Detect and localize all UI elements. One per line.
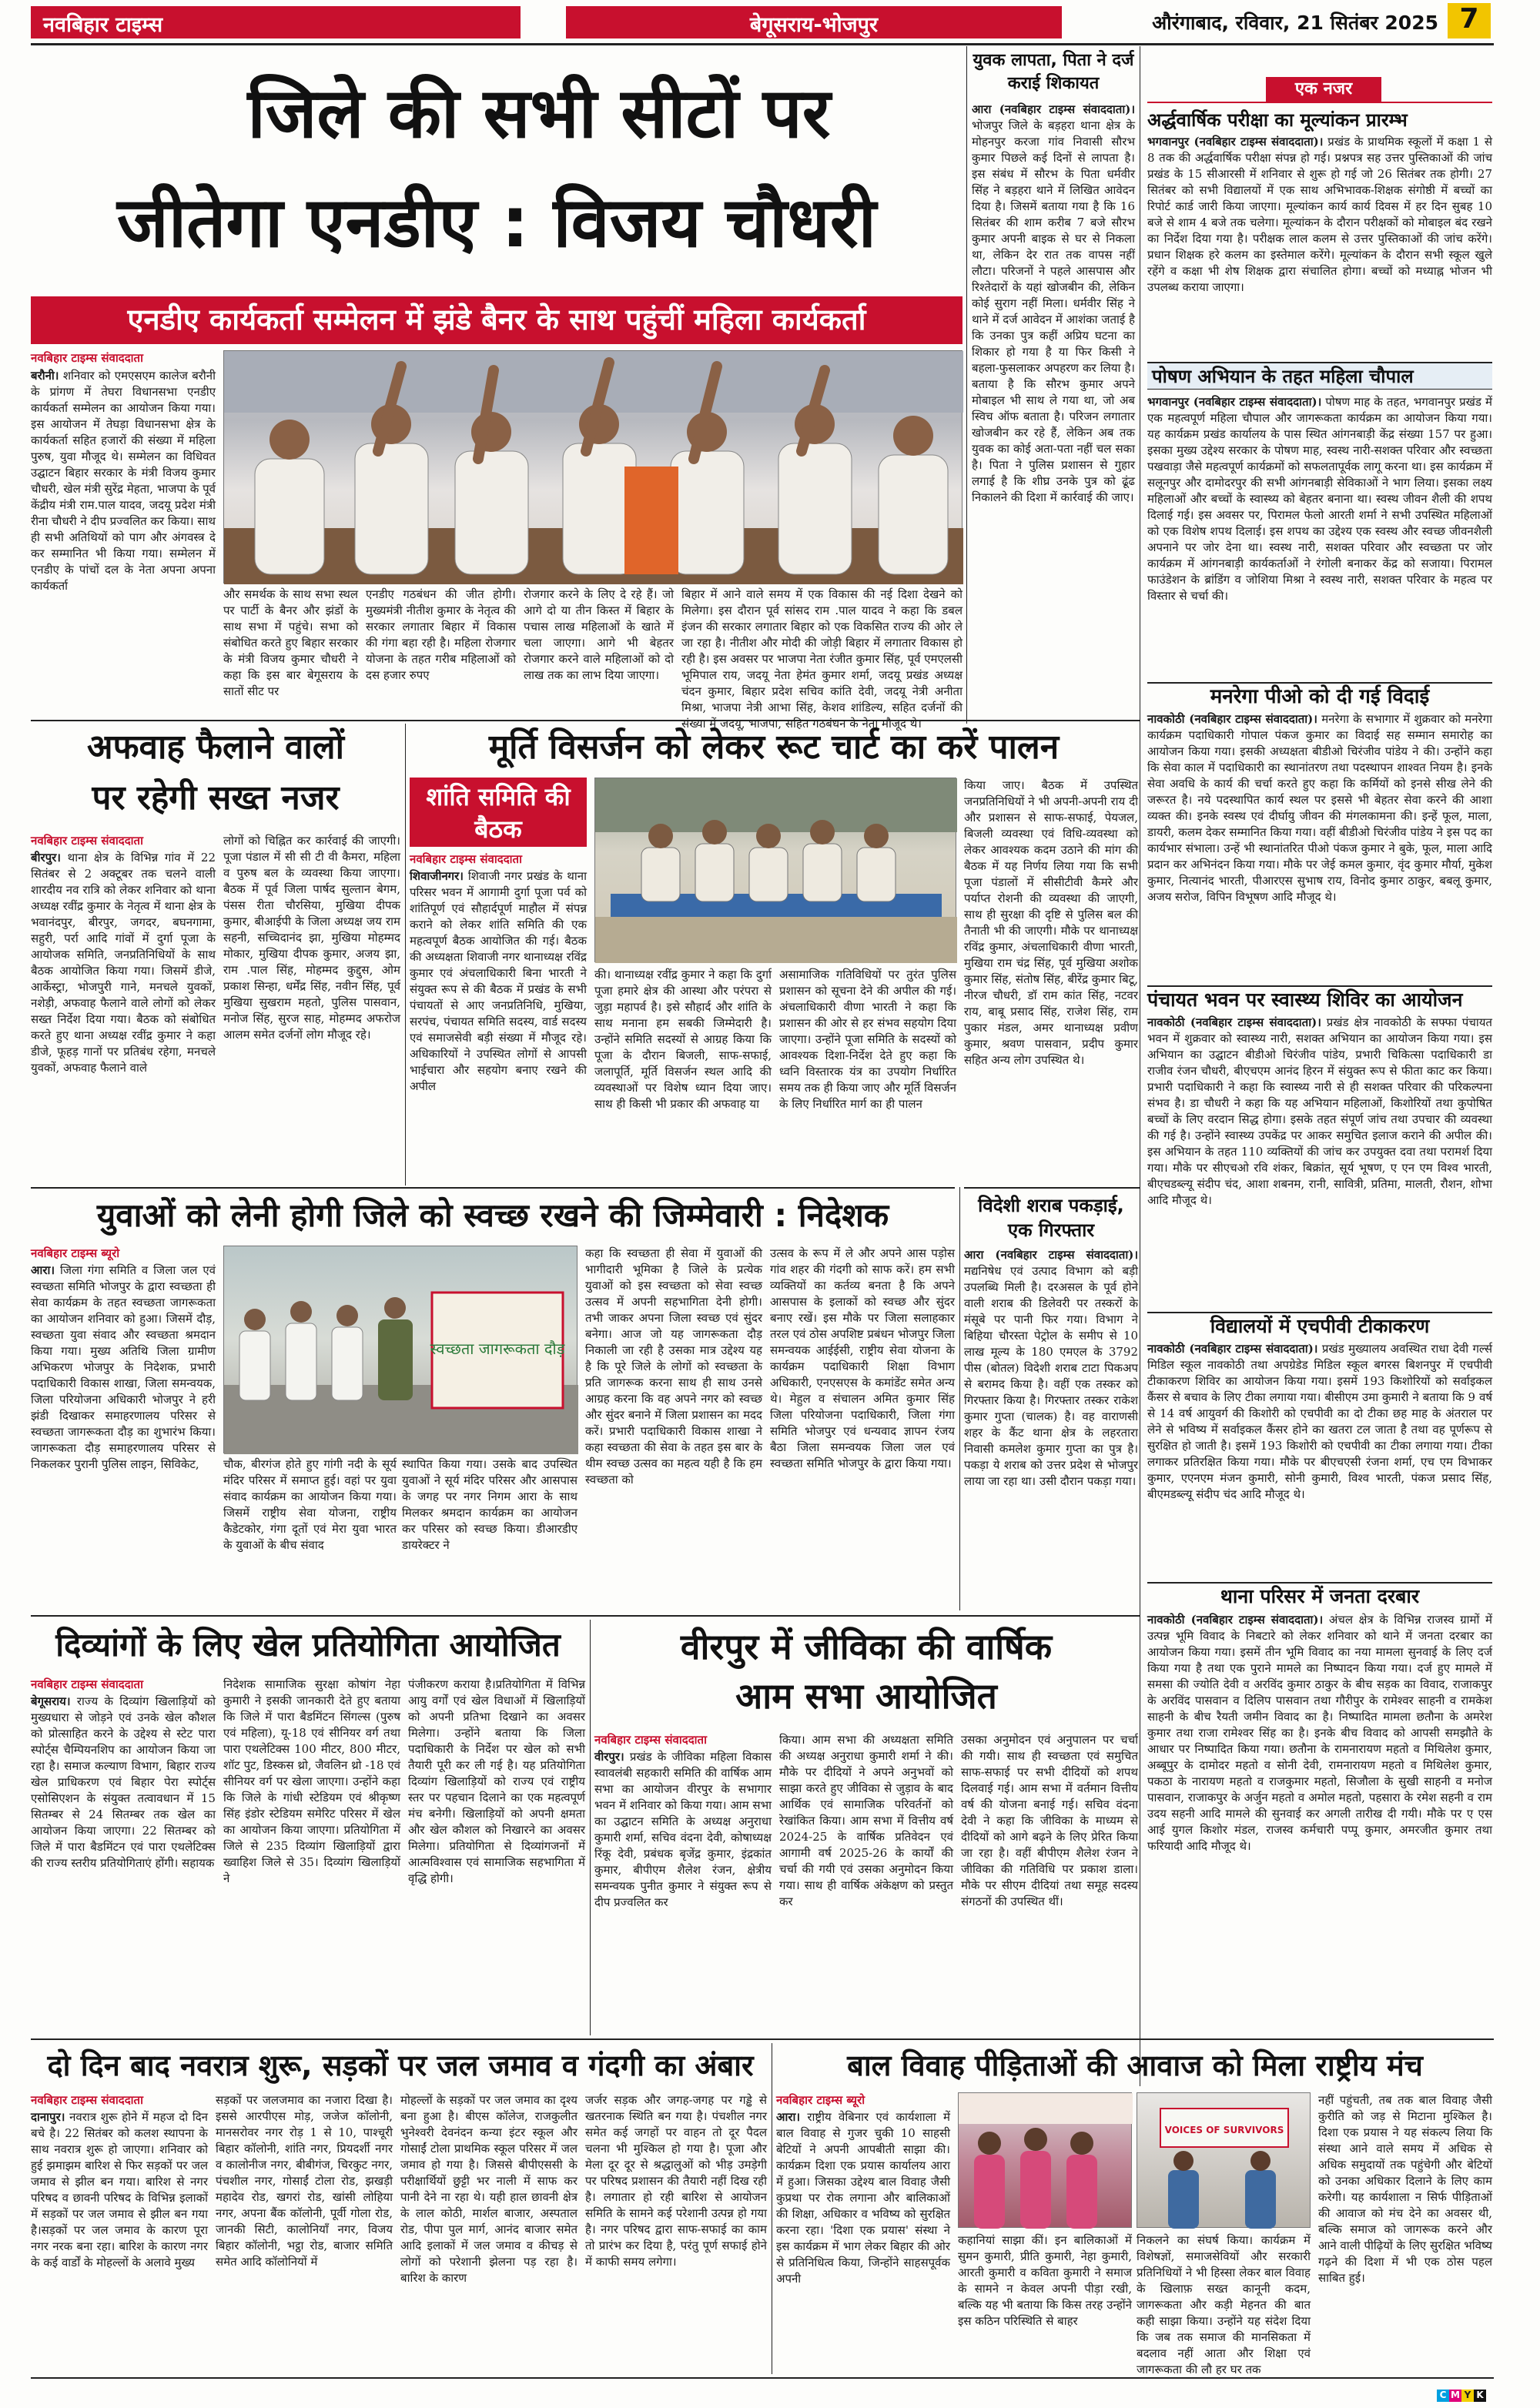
ek-nazar-1-headline: अर्द्धवार्षिक परीक्षा का मूल्यांकन प्रारम्भ: [1147, 109, 1408, 131]
ek-nazar-5-headline: विद्यालयों में एचपीवी टीकाकरण: [1147, 1312, 1492, 1339]
missing-youth-text: भोजपुर जिले के बड़हरा थाना क्षेत्र के मोहनपुर करजा गांव निवासी सौरभ कुमार पिछले कई दिनों से लापता है। इस संबंध में सौरभ के पिता धर्मवीर सिंह ने बड़हरा थाने में लिखित आवेदन दिया है। जिसमें बताया गया है कि 16 सितंबर की शाम करीब 7 बजे सौरभ कुमार अपनी बाइक से घर से निकला था, लेकिन देर रात तक वापस नहीं लौटा। परिजनों ने पहले आसपास और रिश्तेदारों के यहां खोजबीन की, लेकिन कोई सुराग नहीं मिला। धर्मवीर सिंह ने थाने में दर्ज आवेदन में आशंका जताई है कि उनका पुत्र कहीं अप्रिय घटना का शिकार हो गया है या फिर किसी ने बहला-फुसलाकर अपहरण कर लिया है। बताया है कि सौरभ कुमार अपने मोबाइल भी साथ ले गया था, जो अब स्विच ऑफ बताता है। परिजन लगातार खोजबीन कर रहे हैं, लेकिन अब तक युवक का कोई अता-पता नहीं चल सका है। पिता ने पुलिस प्रशासन से गुहार लगाई है कि शीघ्र उनके पुत्र को ढूंढ निकालने की दिशा में कार्रवाई की जाए।: [972, 119, 1135, 504]
baal-vivah-place: आरा।: [776, 2110, 801, 2124]
ek-nazar-3-headline: मनरेगा पीओ को दी गई विदाई: [1147, 682, 1492, 710]
murti-box-label: शांति समिति की बैठक: [410, 778, 587, 847]
baal-vivah-photo-2: [1137, 2092, 1311, 2228]
black-mark: K: [1474, 2390, 1486, 2402]
survivors-banner-illustration: [1137, 2093, 1311, 2229]
meeting-illustration: [595, 778, 957, 963]
swachh-col2b: स्थापित किया गया। उसके बाद उपस्थित युवाओं ने सूर्य मंदिर परिसर और आसपास के जगह पर नगर निगम आरा के साथ मिलकर श्रमदान कार्यक्रम का आयोजन कर परिसर को स्वच्छ किया। डीआरडीए डायरेक्टर ने: [402, 1457, 578, 1552]
ek-nazar-6-text: अंचल क्षेत्र के विभिन्न राजस्व ग्रामों में उत्पन्न भूमि विवाद के निबटारे को लेकर शनिवार को थाने में जनता दरबार का आयोजन किया गया। इसमें तीन भूमि विवाद का नया मामला सुनवाई के लिए दर्ज किया गया है तथा एक पुराने मामले का निष्पादन किया गया। दर्ज हुए मामले में समसा की ज्योति देवी व अरविंद कुमार ठाकुर के बीच सड़क का विवाद, राजाकपुर के अरविंद पासवान व दिलिप पासवान तथा गौरीपुर के रामेश्वर साहनी व रामकेश साहनी के बीच रैयती जमीन विवाद का है। निष्पादित मामला छतौना के अमरेश कुमार तथा राजा रामेश्वर सिंह का है। इनके बीच विवाद को आपसी समझौते के आधार पर निष्पादित किया गया। छतौना के रामनारायण महतो व मिथिलेश कुमार, अब्बूपुर के दामोदर महतो व सोनी देवी, रामनारायण महतो व मिथिलेश कुमार, पकठा के नारायण महतो व राजकुमार महतो, सिजौला के सुखी साहनी व मनोज पासवान, राजाकपुर के अर्जुन महतो व अमोल महतो, पहसारा के रमेश सहनी व राम उदय सहनी आदि मामले की सुनवाई कर अगली तारीख दी गयी। मौके पर ए एस आई युगल किशोर मंडल, राजस्व कर्मचारी पप्पू कुमार, अमरजीत कुमार तथा फरियादी आदि मौजूद थे।: [1147, 1613, 1493, 1853]
liquor-text: मद्यनिषेध एवं उत्पाद विभाग को बड़ी उपलब्धि मिली है। दरअसल के पूर्व होने वाली शराब की डिलेवरी पर तस्करों के मंसूबे पर पानी फिर गया। विभाग ने बिहिया चौरस्ता पेट्रोल के समीप से 10 लाख मूल्य के 180 एमएल के 3792 पीस (बोतल) विदेशी शराब टाटा पिकअप से बरामद किया है। वहीं एक तस्कर को गिरफ्तार किया है। गिरफ्तार तस्कर राकेश कुमार गुप्ता (चालक) है। वह वाराणसी शहर के कैंट थाना क्षेत्र के लहरतारा निवासी कमलेश कुमार गुप्ता का पुत्र है। पकड़ा ये शराब को उत्तर प्रदेश से भोजपुर लाया जा रहा था। उसी दौरान पकड़ा गया।: [964, 1264, 1138, 1488]
swachh-col1-text: जिला गंगा समिति व जिला जल एवं स्वच्छता समिति भोजपुर के द्वारा स्वच्छता ही सेवा कार्यक्रम के तहत स्वच्छता जागरूकता का आयोजन शनिवार को हुआ। जिसमें दौड़, स्वच्छता युवा संवाद और स्वच्छता श्रमदान किया गया। मुख्य अतिथि जिला ग्रामीण अभिकरण भोजपुर के निदेशक, प्रभारी पदाधिकारी विकास शाखा, जिला समन्वयक, जिला परियोजना अधिकारी भोजपुर ने हरी झंडी दिखाकर समाहरणालय परिसर से स्वच्छता जागरूकता दौड़ का शुभारंभ किया। जागरूकता दौड़ समाहरणालय परिसर से निकलकर पुरानी पुलिस लाइन, सिविकेट,: [31, 1263, 216, 1471]
divyang-place: बेगूसराय।: [31, 1694, 71, 1708]
jeevika-headline-line2: आम सभा आयोजित: [735, 1675, 997, 1717]
murti-col4: किया जाए। बैठक में उपस्थित जनप्रतिनिधियों ने भी अपनी-अपनी राय दी और प्रशासन से साफ-सफाई, पेयजल, बिजली व्यवस्था एवं विधि-व्यवस्था को लेकर आवश्यक कदम उठाने की मांग की बैठक में यह निर्णय लिया गया कि सभी पूजा पंडालों में सीसीटीवी कैमरे और पर्याप्त रोशनी की व्यवस्था की जाएगी, साथ ही सुरक्षा की दृष्टि से पुलिस बल की तैनाती भी की जाएगी। मौके पर थानाध्यक्ष रविंद्र कुमार, अंचलाधिकारी वीणा भारती, मुखिया राम चंद्र सिंह, पूर्व मुखिया अशोक कुमार सिंह, संतोष सिंह, बीरेंद्र कुमार बिटू, नीरज चौधरी, डॉ राम कांत सिंह, नटवर राय, बाबू प्रसाद सिंह, राजेश सिंह, राम पुकार मंडल, अमर थानाध्यक्ष प्रवीण कुमार, श्रवण पासवान, प्रदीप कुमार सहित अन्य लोग उपस्थित थे।: [964, 778, 1138, 1067]
swachh-place: आरा।: [31, 1263, 55, 1277]
navratri-col1: [31, 2109, 208, 2370]
ek-nazar-6-body: [1147, 1612, 1492, 2074]
navratri-place: दानापुर।: [31, 2110, 65, 2124]
swachh-col3: कहा कि स्वच्छता ही सेवा में युवाओं की भागीदारी भूमिका है जिले के प्रत्येक युवाओं को इस स्वच्छता को सेवा स्वच्छ उत्सव में अपनी सहभागिता देनी होगी। तभी जाकर अपना जिला स्वच्छ एवं सुंदर बनेगा। आज जो यह जागरूकता दौड़ निकाली जा रही है उसका मात्र उद्देश्य यह है कि पूरे जिले के लोगों को स्वच्छता के प्रति जागरूक करना साथ ही साथ उनसे आग्रह करना कि वह अपने नगर को स्वच्छ और सुंदर बनाने में जिला प्रशासन का मदद करें। प्रभारी पदाधिकारी विकास शाखा ने कहा स्वच्छता की सेवा के तहत इस बार के थीम स्वच्छ उत्सव का महत्व यही है कि हम स्वच्छता को: [585, 1246, 762, 1487]
baal-vivah-byline: नवबिहार टाइम्स ब्यूरो: [776, 2093, 865, 2107]
lead-place: बरौनी।: [31, 369, 59, 383]
baal-vivah-col1: [776, 2109, 950, 2370]
rumor-col1-text: थाना क्षेत्र के विभिन्न गांव में 22 सितंबर से 2 अक्टूबर तक चलने वाली शारदीय नव रात्रि को लेकर शनिवार को थाना अध्यक्ष रवींद्र कुमार के नेतृत्व में थाना क्षेत्र के भवानंदपुर, बीरपुर, जगदर, बघनगामा, सहुरी, पर्रा आदि गांवों में दुर्गा पूजा के आयोजक समिति, जनप्रतिनिधियों के साथ बैठक आयोजित किया गया। जिसमें डीजे, आर्केस्ट्रा, भोजपुरी गाने, मनचले युवकों, नशेड़ी, अफवाह फैलाने वाले लोगों को लेकर सख्त निर्देश दिया गया। बैठक को संबोधित करते हुए थाना अध्यक्ष रवींद्र कुमार ने कहा डीजे, फूहड़ गानों पर प्रतिबंध रहेगा, मनचले युवकों, अफवाह फैलाने वाले: [31, 851, 216, 1075]
murti-col2: की। थानाध्यक्ष रवींद्र कुमार ने कहा कि दुर्गा पूजा हमारे क्षेत्र की आस्था और परंपरा से जुड़ा महापर्व है। इसे सौहार्द और शांति के साथ मनाना हम सबकी जिम्मेदारी है। उन्होंने समिति सदस्यों से आग्रह किया कि पूजा के दौरान बिजली, साफ-सफाई, जलापूर्ति, मूर्ति विसर्जन स्थल आदि की व्यवस्थाओं पर विशेष ध्यान दिया जाए। साथ ही किसी भी प्रकार की अफवाह या: [594, 968, 772, 1111]
ek-nazar-3-text: मनरेगा के सभागार में शुक्रवार को मनरेगा कार्यक्रम पदाधिकारी गोपाल पंकज कुमार का विदाई सह सम्मान समारोह का आयोजन किया गया। इसकी अध्यक्षता बीडीओ चिरंजीव पांडेय ने की। उन्होंने कहा कि सेवा काल में पदाधिकारी का स्थानांतरण तथा पदस्थापन शाश्वत नियम है। इनके सेवा अवधि के कार्य की चर्चा करते हुए कहा कि कर्मियों को इनसे सीख लेने की जरूरत है। नये पदस्थापित कार्य स्थल पर इससे भी बेहतर सेवा करने की आशा व्यक्त की। इनके स्वस्थ एवं दीर्घायु जीवन की मंगलकामना की। इन्हें फूल, माला, डायरी, कलम देकर सम्मानित किया गया। वहीं बीडीओ चिरंजीव पांडेय ने इस पद का कार्यभार संभाला। उन्हें भी स्थानांतरित पीओ पंकज कुमार ने बुके, फूल, माला आदि प्रदान कर अभिनंदन किया गया। मौके पर जेई कमल कुमार, वृंद कुमार मौर्या, मुकेश कुमार, नित्यानंद भारती, पीआरएस सुभाष राय, विनोद कुमार ठाकुर, बबलू कुमार, अजय सरोज, विपिन विभूषण आदि मौजूद थे।: [1147, 712, 1492, 904]
baal-vivah-col1-text: राष्ट्रीय वेबिनार एवं कार्यशाला में बाल विवाह से गुजर चुकी 10 साहसी बेटियों ने अपनी आपबीती साझा की। कार्यक्रम दिशा एक प्रयास कार्यालय आरा में हुआ। जिसका उद्देश्य बाल विवाह जैसी कुप्रथा पर रोक लगाना और बालिकाओं की शिक्षा, अधिकार व भविष्य को सुरक्षित करना रहा। 'दिशा एक प्रयास' संस्था ने इस कार्यक्रम में भाग लेकर बिहार की ओर से प्रतिनिधित्व किया, जिन्होंने साहसपूर्वक अपनी: [776, 2110, 950, 2286]
lead-col3: एनडीए गठबंधन की जीत होगी। मुख्यमंत्री नीतीश कुमार के नेतृत्व की सरकार लगातार बिहार में विकास की गंगा बहा रही है। महिला रोजगार योजना के तहत गरीब महिलाओं को दस हजार रुपए: [366, 587, 516, 682]
ek-nazar-5-body: [1147, 1341, 1492, 1576]
lead-col1-text: शनिवार को एमएसएम कालेज बरौनी के प्रांगण में तेघरा विधानसभा एनडीए कार्यकर्ता सम्मेलन का आयोजन किया गया। इस आयोजन में तेघड़ा विधानसभा क्षेत्र के कार्यकर्ता सहित हजारों की संख्या में महिला पुरुष, युवा मौजूद थे। सम्मेलन का विधिवत उद्घाटन बिहार सरकार के मंत्री विजय कुमार चौधरी, खेल मंत्री सुरेंद्र मेहता, भाजपा के पूर्व केंद्रीय मंत्री राम.पाल यादव, जदयू प्रदेश मंत्री रीना चौधरी ने दीप प्रज्वलित कर किया। साथ ही सभी अतिथियों को पाग और अंगवस्त्र दे कर सम्मानित भी किया गया। सम्मेलन में एनडीए के पांचों दल के नेता अपना अपना कार्यकर्ता: [31, 369, 216, 593]
yellow-mark: Y: [1461, 2390, 1474, 2402]
ek-nazar-2-headline: पोषण अभियान के तहत महिला चौपाल: [1147, 362, 1492, 390]
divyang-col1: [31, 1694, 216, 2032]
lead-col2: और समर्थक के साथ सभा स्थल पर पार्टी के बैनर और झंडों के साथ सभा में पहुंचे। सभा को संबोधित करते हुए बिहार सरकार के मंत्री विजय कुमार चौधरी ने कहा कि इस बार बेगूसराय के सातों सीट पर: [223, 587, 358, 698]
ek-nazar-4-text: प्रखंड क्षेत्र नावकोठी के सफ्फा पंचायत भवन में शुक्रवार को स्वास्थ्य नारी, सशक्त अभियान का आयोजन किया गया। इस अभियान का उद्घाटन बीडीओ चिरंजीव पांडेय, प्रभारी चिकित्सा पदाधिकारी डा राजीव रंजन चौधरी, बीएचएम आनंद हिरन में संयुक्त रूप से फीता काट कर किया। प्रभारी पदाधिकारी ने कहा कि स्वास्थ्य नारी से ही सशक्त परिवार की परिकल्पना संभव है। डा चौधरी ने कहा कि यह अभियान महिलाओं, किशोरियों तथा कुपोषित बच्चों के लिए वरदान सिद्ध होगा। इसके तहत संपूर्ण जांच तथा उपचार की व्यवस्था की गई है। उन्होंने स्वास्थ्य उपकेंद्र पर आकर समुचित इलाज कराने की अपील की। इस अभियान के तहत 110 व्यक्तियों की जांच कर उपयुक्त दवा तथा परामर्श दिया गया। मौके पर सीएचओ रवि शंकर, बिक्रांत, सूर्य भूषण, ए एन एम विश्व भारती, बीएचडब्ल्यू संदीप चंद, आशा शबनम, रानी, सावित्री, प्रतिमा, मालती, रौशन, शोभा आदि मौजूद थे।: [1147, 1015, 1492, 1207]
rumor-headline-line1: अफवाह फैलाने वालों: [86, 727, 345, 767]
missing-youth-body: [972, 102, 1135, 717]
jeevika-col1: [594, 1749, 772, 2032]
swachh-col4: उत्सव के रूप में ले और अपने आस पड़ोस गांव शहर की गंदगी को साफ करें। हम सभी व्यक्तियों का कर्तव्य बनता है कि अपने आसपास के इलाकों को स्वच्छ और सुंदर बनाए रखें। इस मौके पर जिला सलाहकार तरल एवं ठोस अपशिष्ट प्रबंधन भोजपुर जिला समन्वयक आईईसी, राष्ट्रीय सेवा योजना के कार्यक्रम पदाधिकारी शिक्षा विभाग अधिकारी, एनएसएस के कमांडेंट समेत अन्य थे। मेहुल व संचालन अमित कुमार सिंह जिला परियोजना पदाधिकारी, जिला गंगा समिति भोजपुर एवं धन्यवाद ज्ञापन रंजय बैठा जिला समन्वयक जिला जल एवं स्वच्छता समिति भोजपुर के द्वारा किया गया।: [770, 1246, 955, 1470]
ek-nazar-4-byline: नावकोठी (नवबिहार टाइम्स संवाददाता)।: [1147, 1015, 1321, 1029]
masthead-edition: बेगूसराय-भोजपुर: [566, 6, 1062, 38]
jeevika-col1-text: प्रखंड के जीविका महिला विकास स्वावलंबी सहकारी समिति की वार्षिक आम सभा का आयोजन वीरपुर के सभागार भवन में शनिवार को किया गया। आम सभा का उद्घाटन समिति के अध्यक्ष अनुराधा कुमारी शर्मा, सचिव वंदना देवी, कोषाध्यक्ष रिंकू देवी, प्रबंधक बृजेंद्र कुमार, इंद्रकांत कुमार, बीपीएम शैलेश रंजन, क्षेत्रीय समन्वयक पुनीत कुमार ने संयुक्त रूप से दीप प्रज्वलित कर: [594, 1750, 772, 1909]
divyang-byline: नवबिहार टाइम्स संवाददाता: [31, 1677, 143, 1691]
ek-nazar-4-headline: पंचायत भवन पर स्वास्थ्य शिविर का आयोजन: [1147, 985, 1492, 1013]
ek-nazar-6-headline: थाना परिसर में जनता दरबार: [1147, 1582, 1492, 1610]
murti-byline: नवबिहार टाइम्स संवाददाता: [410, 852, 522, 866]
rumor-col2: लोगों को चिह्नित कर कार्रवाई की जाएगी। पूजा पंडाल में सी सी टी वी कैमरा, महिला व पुरुष बल के व्यवस्था किया जाएगा। बैठक में पूर्व जिला पार्षद सुल्तान बेगम, पंसस रीता चौरसिया, मुखिया दीपक कुमार, बीआईपी के जिला अध्यक्ष जय राम सहनी, सच्चिदानंद झा, मुखिया मोहम्मद मोकार, मुखिया दीपक कुमार, अजय झा, राम .पाल सिंह, मोहम्मद कुद्दुस, ओम प्रकाश सिन्हा, धर्मेंद्र सिंह, नवीन सिंह, पूर्व मुखिया सुखराम महतो, पुलिस पासवान, मनोज सिंह, सुरज साह, मोहम्मद अफरोज आलम समेत दर्जनों लोग मौजूद रहे।: [223, 834, 400, 1042]
ek-nazar-2-text: पोषण माह के तहत, भगवानपुर प्रखंड में एक महत्वपूर्ण महिला चौपाल और जागरूकता कार्यक्रम का आयोजन किया गया। यह कार्यक्रम प्रखंड कार्यालय के पास स्थित आंगनबाड़ी केंद्र संख्या 157 पर हुआ। इसका मुख्य उद्देश्य सरकार के पोषण माह, स्वस्थ नारी-सशक्त परिवार और स्वच्छता पखवाड़ा जैसे महत्वपूर्ण कार्यक्रमों को सफलतापूर्वक लागू करना था। इस कार्यक्रम में सलूनपुर और दामोदरपुर की सभी आंगनबाड़ी सेविकाओं ने भाग लिया। इसका लक्ष्य महिलाओं और बच्चों के स्वास्थ्य को बेहतर बनाना था। स्वस्थ जीवन शैली की शपथ दिलाई गई। इस अवसर पर, पिरामल फेलो आरती शर्मा ने सभी उपस्थित महिलाओं को एक विशेष शपथ दिलाई। इस शपथ का उद्देश्य एक स्वस्थ और स्वच्छ जीवनशैली अपनाने पर जोर देना था। स्वस्थ नारी, सशक्त परिवार और स्वच्छता पर जोर कार्यक्रम में आंगनबाड़ी कार्यकर्ताओं ने रंगोली बनाकर केंद्र को सजाया। पिरामल फाउंडेशन के ब्रांडिंग व जोशिया मिश्रा ने स्वस्थ नारी, सशक्त परिवार के महत्व पर विस्तार से चर्चा की।: [1147, 395, 1492, 603]
rumor-col1: [31, 850, 216, 1182]
ek-nazar-4-body: [1147, 1015, 1492, 1307]
baal-vivah-photo-1: [958, 2092, 1132, 2228]
lead-byline: नवबिहार टाइम्स संवाददाता: [31, 351, 143, 365]
murti-col3: असामाजिक गतिविधियों पर तुरंत पुलिस प्रशासन को सूचना देने की अपील की गई। अंचलाधिकारी वीणा भारती ने कहा कि प्रशासन की ओर से हर संभव सहयोग दिया जाएगा। उन्होंने पूजा समिति के सदस्यों को आवश्यक दिशा-निर्देश देते हुए कहा कि ध्वनि विस्तारक यंत्र का उपयोग निर्धारित समय तक ही किया जाए और मूर्ति विसर्जन के लिए निर्धारित मार्ग का ही पालन: [779, 968, 956, 1111]
swachh-col1: [31, 1263, 216, 1609]
missing-youth-byline: आरा (नवबिहार टाइम्स संवाददाता)।: [972, 102, 1135, 116]
murti-col1: [410, 868, 587, 1182]
cmyk-registration-marks: [1437, 2386, 1486, 2402]
baal-vivah-col2: कहानियां साझा कीं। इन बालिकाओं में सुमन कुमारी, प्रीति कुमारी, नेहा कुमारी, आरती कुमारी व कविता कुमारी ने समाज के सामने न केवल अपनी पीड़ा रखी, बल्कि यह भी बताया कि किस तरह उन्होंने इस कठिन परिस्थिति से बाहर: [958, 2233, 1132, 2328]
swachh-banner-text: स्वच्छता जागरूकता दौड़: [430, 1339, 565, 1358]
ek-nazar-6-byline: नावकोठी (नवबिहार टाइम्स संवाददाता)।: [1147, 1613, 1324, 1627]
murti-place: शिवाजीनगर।: [410, 869, 464, 883]
lead-headline-line2: जीतेगा एनडीए : विजय चौधरी: [117, 182, 876, 263]
lead-photo: [223, 350, 962, 584]
masthead-date: औरंगाबाद, रविवार, 21 सितंबर 2025: [1152, 12, 1438, 34]
divyang-col2: निदेशक सामाजिक सुरक्षा कोषांग नेहा कुमारी ने इसकी जानकारी देते हुए बताया कि जिले में पारा बैडमिंटन सिंगल्स (पुरुष एवं महिला), यू-18 एवं सीनियर वर्ग तथा पारा एथलेटिक्स 100 मीटर, 800 मीटर, शॉट पुट, डिस्कस थ्रो, जैवलिन थ्रो -18 एवं सीनियर वर्ग पर खेला जाएगा। उन्होंने कहा कि जिले के गांधी स्टेडियम एवं श्रीकृष्ण सिंह इंडोर स्टेडियम समेरिट परिसर में खेल का आयोजन किया जाएगा। प्रतियोगिता में जिले से 235 दिव्यांग खिलाड़ियों द्वारा ख्वाहिश जिले से 35। दिव्यांग खिलाड़ियों ने: [223, 1677, 400, 1885]
baal-vivah-banner-text: VOICES OF SURVIVORS: [1164, 2125, 1284, 2135]
navratri-col2: सड़कों पर जलजमाव का नजारा दिखा है। इससे आरपीएस मोड़, जजेज कॉलोनी, मानसरोवर नगर रोड़ 1 से 10, पाश्चूरी बिहार कॉलोनी, शांति नगर, प्रियदर्शी नगर व कालोनीज नगर, बीबीगंज, चिरकुट नगर, पंचशील नगर, गोसाईं टोला रोड, झखड़ी महादेव रोड, खगरां रोड, खांसी लोहिया नगर, अपना बैंक कॉलोनी, पूर्वी गोला रोड, जानकी सिटी, कालोनियाँ नगर, विजय बिहार कॉलोनी, भट्ठा रोड, बाजार समिति समेत आदि कॉलोनियों में: [216, 2093, 393, 2269]
lead-col5: बिहार में आने वाले समय में एक विकास की नई दिशा देखने को मिलेगा। इस दौरान पूर्व सांसद राम .पाल यादव ने कहा कि डबल इंजन की सरकार लगातार बिहार को एक विकसित राज्य की ओर ले जा रहा है। नीतीश और मोदी की जोड़ी बिहार में लगातार विकास हो रही है। इस अवसर पर भाजपा नेता रंजीत कुमार सिंह, पूर्व एमएलसी भूमिपाल राय, जदयू नेता हेमंत कुमार शर्मा, जदयू प्रखंड अध्यक्ष चंदन कुमार, बिहार प्रदेश सचिव कांति देवी, जदयू नेत्री अनीता मिश्रा, भाजपा नेत्री आभा सिंह, केशव शांडिल्य, सहित दर्जनों की संख्या में जदयू, भाजपा, सहित गठबंधन के नेता मौजूद थे।: [681, 587, 962, 731]
ek-nazar-1-body: [1147, 134, 1492, 357]
liquor-body: [964, 1247, 1138, 1609]
navratri-byline: नवबिहार टाइम्स संवाददाता: [31, 2093, 143, 2107]
run-illustration: [224, 1246, 578, 1454]
swachh-photo: [223, 1246, 578, 1453]
ek-nazar-1-byline: भगवानपुर (नवबिहार टाइम्स संवाददाता)।: [1147, 135, 1324, 149]
rumor-headline-line2: पर रहेगी सख्त नजर: [92, 778, 340, 818]
ek-nazar-1-text: प्रखंड के प्राथमिक स्कूलों में कक्षा 1 से 8 तक की अर्द्धवार्षिक परीक्षा संपन्न हो गई। प्रश्नपत्र सह उत्तर पुस्तिकाओं की जांच प्रखंड के 15 सीआरसी में शनिवार से शुरू हो गई जो 26 सितंबर तक होगी। 27 सितंबर को सभी विद्यालयों में एक साथ अभिभावक-शिक्षक संगोष्ठी में बच्चों का रिपोर्ट कार्ड जारी किया जाएगा। मूल्यांकन कार्य कार्य दिवस में हर दिन सुबह 10 बजे से शाम 4 बजे तक चलेगा। मूल्यांकन के दौरान परीक्षकों को मोबाइल बंद रखने का निर्देश दिया गया है। परीक्षक लाल कलम से उत्तर पुस्तिकाओं की जांच करेंगे। प्रधान शिक्षक हरे कलम का इस्तेमाल करेंगे। मूल्यांकन के दौरान सभी स्कूल खुले रहेंगे व कक्षा भी शेष शिक्षक द्वारा संचालित होगा। बच्चों को मध्याह्न भोजन भी उपलब्ध कराया जाएगा।: [1147, 135, 1492, 294]
jeevika-col2: किया। आम सभा की अध्यक्षता समिति की अध्यक्ष अनुराधा कुमारी शर्मा ने की। मौके पर दीदियों ने अपने अनुभवों को साझा करते हुए जीविका से जुड़ाव के बाद आर्थिक एवं सामाजिक परिवर्तनों को रेखांकित किया। आम सभा में वित्तीय वर्ष 2024-25 के वार्षिक प्रतिवेदन एवं आगामी वर्ष 2025-26 के कार्यों की चर्चा की गयी एवं उसका अनुमोदन किया गया। साथ ही वार्षिक अंकेक्षण को प्रस्तुत कर: [779, 1733, 953, 1908]
rumor-byline: नवबिहार टाइम्स संवाददाता: [31, 834, 143, 848]
lead-subhead: एनडीए कार्यकर्ता सम्मेलन में झंडे बैनर के साथ पहुंचीं महिला कार्यकर्ता: [31, 296, 962, 344]
masthead-paper-name: नवबिहार टाइम्स: [31, 6, 521, 38]
ek-nazar-2-body: [1147, 394, 1492, 679]
ek-nazar-3-body: [1147, 711, 1492, 981]
lead-col1: [31, 368, 216, 593]
cyan-mark: C: [1437, 2390, 1449, 2402]
page-number: 7: [1448, 3, 1491, 38]
rumor-place: बीरपुर।: [31, 851, 61, 865]
swachh-byline: नवबिहार टाइम्स ब्यूरो: [31, 1246, 120, 1260]
ek-nazar-2-byline: भगवानपुर (नवबिहार टाइम्स संवाददाता)।: [1147, 395, 1322, 409]
baal-vivah-headline: बाल विवाह पीड़िताओं की आवाज को मिला राष्ट्रीय मंच: [847, 2048, 1423, 2082]
jeevika-byline: नवबिहार टाइम्स संवाददाता: [594, 1733, 707, 1747]
liquor-headline: विदेशी शराब पकड़ाई, एक गिरफ्तार: [978, 1195, 1124, 1241]
navratri-headline: दो दिन बाद नवरात्र शुरू, सड़कों पर जल जमाव व गंदगी का अंबार: [47, 2048, 754, 2082]
lead-headline-line1: जिले की सभी सीटों पर: [247, 73, 831, 154]
navratri-col1-text: नवरात्र शुरू होने में महज दो दिन बचे है। 22 सितंबर को कलश स्थापना के साथ नवरात्र शुरू हो जाएगा। शनिवार को हुई झमाझम बारिश से फिर सड़कों पर जल जमाव से झील बन गया। बारिश से नगर परिषद व छावनी परिषद के विभिन्न इलाकों में सड़कों पर जल जमाव से झील बन गया है।सड़कों पर जल जमाव के कारण पूरा नगर नरक बना रहा। बारिश के कारण नगर के कई वार्डों के मोहल्लों के अलावे मुख्य: [31, 2110, 208, 2269]
navratri-col4: जर्जर सड़क और जगह-जगह पर गड्ढे से खतरनाक स्थिति बन गया है। पंचशील नगर समेत कई जगहों पर वाहन तो दूर पैदल चलना भी मुश्किल हो गया है। पूजा और मेला दूर दूर से श्रद्धालुओं को भीड़ उमड़ेगी पर परिषद प्रशासन की तैयारी नहीं दिख रही है। लगातार हो रही बारिश से आयोजन समिति के सामने कई परेशानी उत्पन्न हो गया है। नगर परिषद द्वारा साफ-सफाई का काम तो प्रारंभ कर दिया है, परंतु पूर्ण सफाई होने में काफी समय लगेगा।: [585, 2093, 767, 2269]
jeevika-col3: उसका अनुमोदन एवं अनुपालन पर चर्चा की गयी। साथ ही स्वच्छता एवं समुचित साफ-सफाई पर सभी दीदियों को शपथ दिलवाई गई। आम सभा में वर्तमान वित्तीय वर्ष की योजना बनाई गई। सचिव वंदना देवी ने कहा कि जीविका के माध्यम से दीदियों को आगे बढ़ने के लिए प्रेरित किया जा रहा है। वहीं बीपीएम शैलेश रंजन ने जीविका की गतिविधि पर प्रकाश डाला। मौके पर सीएम दीदियां तथा समूह सदस्य संगठनों की उपस्थित थीं।: [961, 1733, 1138, 1908]
divyang-col1-text: राज्य के दिव्यांग खिलाड़ियों को मुख्यधारा से जोड़ने एवं उनके खेल कौशल को प्रोत्साहित करने के उद्देश्य से स्टेट पारा स्पोर्ट्स चैम्पियनशिप का आयोजन किया जा रहा है। समाज कल्याण विभाग, बिहार राज्य खेल प्राधिकरण एवं बिहार पेरा स्पोर्ट्स एसोसिएशन के संयुक्त तत्वावधान में 15 सितम्बर से 24 सितम्बर तक खेल का आयोजन किया जाएगा। 22 सितम्बर को जिले में पारा बैडमिंटन एवं पारा एथलेटिक्स की राज्य स्तरीय प्रतियोगिताएं होंगी। सहायक: [31, 1694, 216, 1870]
divyang-col3: पंजीकरण कराया है।प्रतियोगिता में विभिन्न आयु वर्गों एवं खेल विधाओं में खिलाड़ियों को अपनी प्रतिभा दिखाने का अवसर मिलेगा। उन्होंने बताया कि जिला पदाधिकारी के निर्देश पर खेल को सभी तैयारी पूरी कर ली गई है। यह प्रतियोगिता दिव्यांग खिलाड़ियों को राज्य एवं राष्ट्रीय स्तर पर पहचान दिलाने का एक महत्वपूर्ण मंच बनेगी। खिलाड़ियों को अपनी क्षमता और खेल कौशल को निखारने का अवसर मिलेगा। प्रतियोगिता से दिव्यांगजनों में आत्मविश्वास एवं सामाजिक सहभागिता में वृद्धि होगी।: [408, 1677, 585, 1885]
swachh-headline: युवाओं को लेनी होगी जिले को स्वच्छ रखने की जिम्मेवारी : निदेशक: [96, 1196, 889, 1234]
jeevika-place: वीरपुर।: [594, 1750, 624, 1764]
liquor-byline: आरा (नवबिहार टाइम्स संवाददाता)।: [964, 1248, 1138, 1262]
girls-group-illustration: [959, 2093, 1133, 2229]
navratri-col3: मोहल्लों के सड़कों पर जल जमाव का दृश्य बना हुआ है। बीएस कॉलेज, राजकुलीत भुनेश्वरी देवनंदन कन्या इंटर स्कूल और गोसाईं टोला प्राथमिक स्कूल परिसर में जल जमाव हो गया है। जिससे बीपीएससी के परीक्षार्थियों छुट्टी भर नाली में साफ कर पानी देने ना रहा थे। यही हाल छावनी क्षेत्र के लाल कोठी, मार्शल बाजार, अस्पताल रोड, पीपा पुल मार्ग, आनंद बाजार समेत आदि इलाकों में जल जमाव व कीचड़ से लोगों को परेशानी झेलना पड़ रहा है। बारिश के कारण: [400, 2093, 578, 2285]
ek-nazar-5-byline: नावकोठी (नवबिहार टाइम्स संवाददाता)।: [1147, 1342, 1318, 1356]
murti-headline: मूर्ति विसर्जन को लेकर रूट चार्ट का करें पालन: [488, 727, 1060, 767]
murti-col1-text: शिवाजी नगर प्रखंड के थाना परिसर भवन में आगामी दुर्गा पूजा पर्व को शांतिपूर्ण एवं सौहार्दपूर्ण माहौल में संपन्न कराने को लेकर शांति समिति की एक महत्वपूर्ण बैठक आयोजित की गई। बैठक की अध्यक्षता शिवाजी नगर थानाध्यक्ष रविंद्र कुमार एवं अंचलाधिकारी बिना भारती ने संयुक्त रूप से की बैठक में प्रखंड के सभी पंचायतों से आए जनप्रतिनिधि, मुखिया, सरपंच, पंचायत समिति सदस्य, वार्ड सदस्य एवं समाजसेवी बड़ी संख्या में मौजूद रहे। अधिकारियों ने उपस्थित लोगों से आपसी भाईचारा और सहयोग बनाए रखने की अपील: [410, 869, 587, 1093]
ek-nazar-label: एक नजर: [1266, 77, 1381, 102]
ek-nazar-5-text: प्रखंड मुख्यालय अवस्थित राधा देवी गर्ल्स मिडिल स्कूल नावकोठी तथा अपग्रेडेड मिडिल स्कूल बगरस बिशनपुर में एचपीवी टीकाकरण शिविर का आयोजन किया गया। इसमें 193 किशोरियों को सर्वाइकल कैंसर से बचाव के लिए टीका लगाया गया। बीसीएम उमा कुमारी ने बताया कि 9 वर्ष से 14 वर्ष आयुवर्ग की किशोरी को एचपीवी का दो टीका छह माह के अंतराल पर लेने से भविष्य में सर्वाइकल कैंसर होने का खतरा टल जाता है तथा वह पूर्णरूप से सुरक्षित हो जाती है। इसमें 193 किशोरी को एचपीवी का टीका लगाया गया। टीका लगाकर प्रतिरक्षित किया गया। मौके पर बीएचएसी रंजना शर्मा, एच एम विभाकर कुमार, एएनएम मंजन कुमारी, सोनी कुमारी, विश्व भारती, पंकज प्रसाद सिंह, बीएमडब्ल्यू संदीप चंद आदि मौजूद थे।: [1147, 1342, 1492, 1501]
divyang-headline: दिव्यांगों के लिए खेल प्रतियोगिता आयोजित: [55, 1626, 561, 1664]
missing-youth-headline: युवक लापता, पिता ने दर्ज कराई शिकायत: [973, 51, 1134, 93]
swachh-caption: चौक, बीरगंज होते हुए गांगी नदी के सूर्य मंदिर परिसर में समाप्त हुई। वहां पर युवा संवाद कार्यक्रम का आयोजन किया गया। जिसमें राष्ट्रीय सेवा योजना, राष्ट्रीय कैडेटकोर, गंगा दूतों एवं मेरा युवा भारत के युवाओं के बीच संवाद: [223, 1457, 397, 1552]
murti-photo: [594, 778, 956, 962]
ek-nazar-3-byline: नावकोठी (नवबिहार टाइम्स संवाददाता)।: [1147, 712, 1317, 726]
baal-vivah-col4: नहीं पहुंचती, तब तक बाल विवाह जैसी कुरीति को जड़ से मिटाना मुश्किल है। दिशा एक प्रयास ने यह संकल्प लिया कि संस्था आने वाले समय में अधिक से अधिक समुदायों तक पहुंचेगी और बेटियों को उनका अधिकार दिलाने के लिए काम करेगी। यह कार्यशाला न सिर्फ पीड़िताओं की आवाज को मंच देने का अवसर थी, बल्कि समाज को जागरूक करने और आने वाली पीढ़ियों के लिए सुरक्षित भविष्य गढ़ने की दिशा में भी एक ठोस पहल साबित हुई।: [1318, 2093, 1492, 2285]
magenta-mark: M: [1449, 2390, 1461, 2402]
baal-vivah-col3: निकलने का संघर्ष किया। कार्यक्रम में विशेषज्ञों, समाजसेवियों और सरकारी प्रतिनिधियों ने भी हिस्सा लेकर बाल विवाह के खिलाफ़ सख्त कानूनी कदम, जागरूकता और कड़ी मेहनत की बात कही साझा किया। उन्होंने यह संदेश दिया कि जब तक समाज की मानसिकता में बदलाव नहीं आता और शिक्षा एवं जागरूकता की लौ हर घर तक: [1137, 2233, 1311, 2376]
lead-col4: रोजगार करने के लिए दे रहे हैं। जो आगे दो या तीन किस्त में बिहार के पचास लाख महिलाओं के खाते में चला जाएगा। आगे भी बेहतर रोजगार करने वाले महिलाओं को दो लाख तक का लाभ दिया जाएगा।: [524, 587, 674, 682]
jeevika-headline-line1: वीरपुर में जीविका की वार्षिक: [680, 1626, 1053, 1667]
stage-people-illustration: [224, 351, 963, 584]
